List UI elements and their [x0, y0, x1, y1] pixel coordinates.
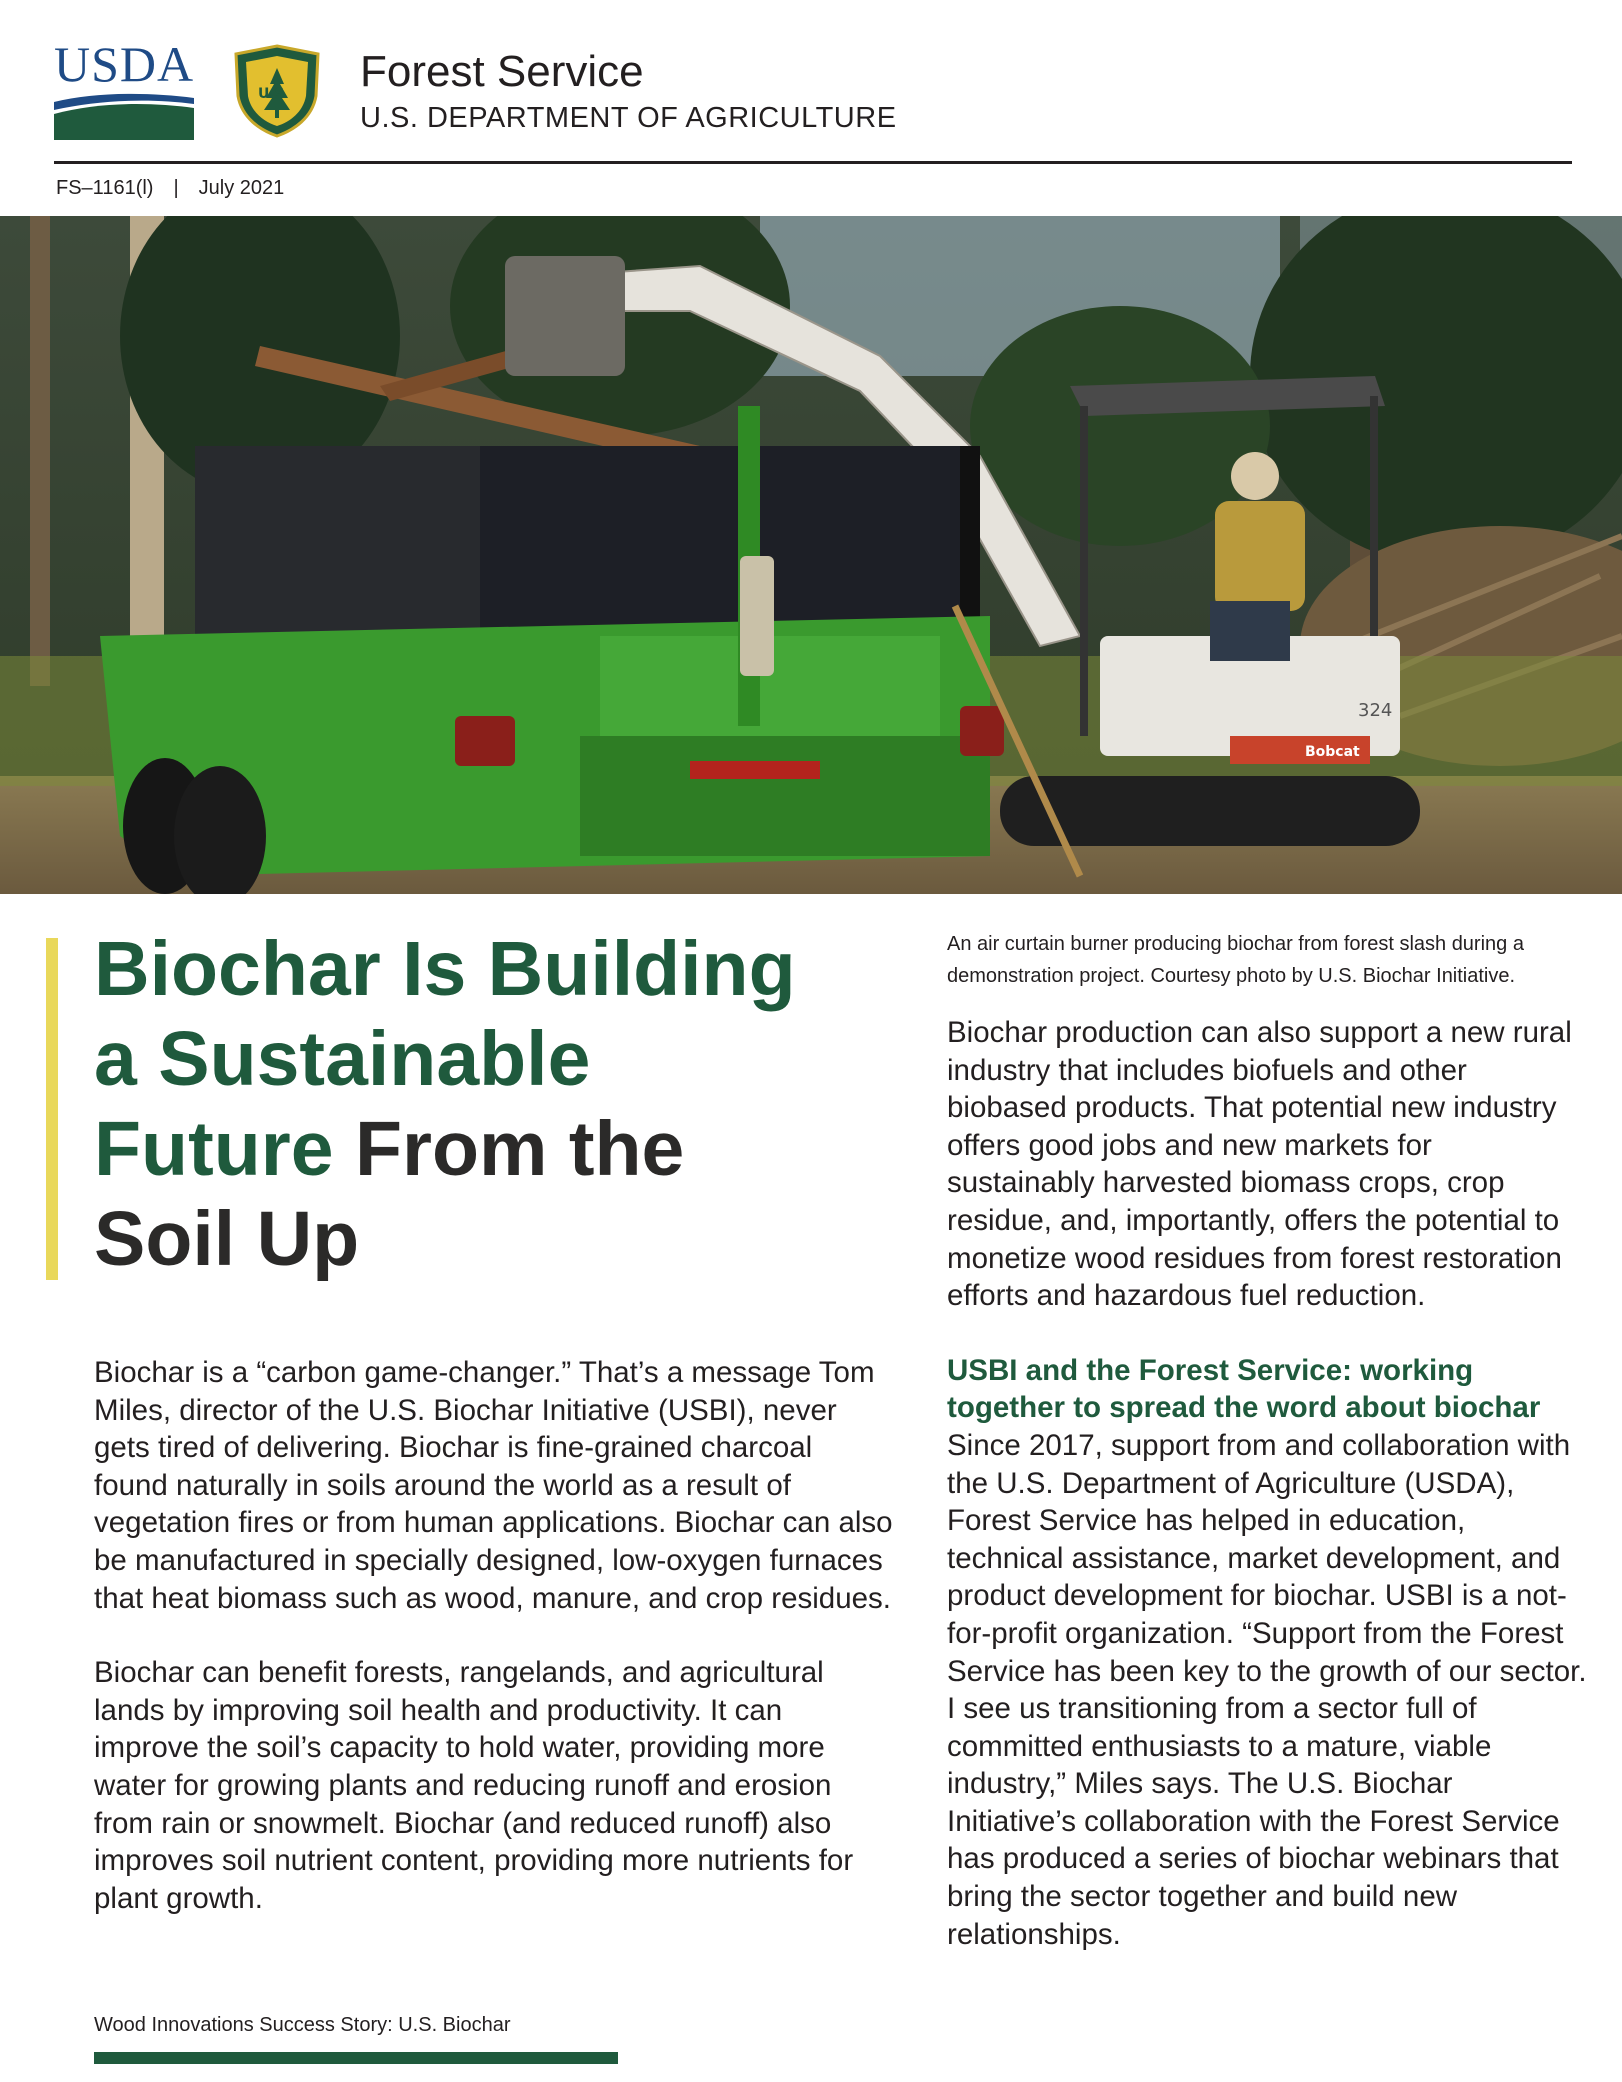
usda-logo-text: USDA [54, 36, 195, 92]
title-line-1: Biochar Is Building [94, 926, 796, 1012]
benefits-paragraph: Biochar can benefit forests, rangelands, and agricultural lands by improving soil health and productivity. It can improve the soil’s capacity to hold water, providing more water for growing plants and reducing runoff and erosion from rain or snowmelt. Biochar (and reduced runoff) also improves soil nutrient content, providing more nutrients for plant growth. [94, 1656, 854, 1915]
hero-photo [0, 216, 1622, 894]
left-column [94, 1354, 894, 1917]
collaboration-paragraph: Since 2017, support from and collaboration with the U.S. Department of Agriculture (USDA), Forest Service has helped in education, technical assistance, market development, and product development for biochar. USBI is a not-for-profit organization. “Support from the Forest Service has been key to the growth of our sector. I see us transitioning from a sector full of committed enthusiasts to a mature, viable industry,” Miles says. The U.S. Biochar Initiative’s collaboration with the Forest Service has produced a series of biochar webinars that bring the sector together and build new relationships. [947, 1428, 1587, 1951]
photo-caption: An air curtain burner producing biochar from forest slash during a demonstration project. Courtesy photo by U.S. Biochar Initiative. [947, 933, 1524, 987]
publication-number: FS–1161(l) [56, 177, 154, 199]
forest-service-shield-icon [232, 44, 322, 138]
publication-date: July 2021 [198, 177, 285, 199]
title-line-2: a Sustainable [94, 1016, 591, 1102]
article-title [94, 924, 854, 1284]
publication-info [56, 174, 284, 202]
section-subheading: USBI and the Forest Service: working together to spread the word about biochar [947, 1353, 1541, 1425]
machine-number: 324 [1358, 700, 1393, 721]
machine-brand: Bobcat [1305, 744, 1360, 760]
intro-paragraph: Biochar is a “carbon game-changer.” That’s a message Tom Miles, director of the U.S. Biochar Initiative (USBI), never gets tired of delivering. Biochar is fine-grained charcoal found naturally in soils around the world as a result of vegetation fires or from human applications. Biochar can also be manufactured in specially designed, low-oxygen furnaces that heat biomass such as wood, manure, and crop residues. [94, 1356, 893, 1615]
biochar-burner-photo [0, 216, 1622, 894]
title-line-4: Soil Up [94, 1196, 360, 1282]
separator: | [173, 177, 179, 199]
title-line-3-dark: From the [333, 1106, 685, 1192]
right-column [947, 928, 1587, 1953]
usda-logo [54, 38, 194, 140]
footer-accent-bar [94, 2052, 618, 2064]
agency-name: Forest Service [360, 47, 644, 96]
footer-series-title: Wood Innovations Success Story: U.S. Biochar [94, 2014, 511, 2036]
header-divider [54, 161, 1572, 164]
title-line-3-green: Future [94, 1106, 334, 1192]
shield-letters: U S [258, 86, 285, 102]
industry-paragraph: Biochar production can also support a new rural industry that includes biofuels and other biobased products. That potential new industry offers good jobs and new markets for sustainably harvested biomass crops, crop residue, and, importantly, offers the potential to monetize wood residues from forest restoration efforts and hazardous fuel reduction. [947, 1016, 1572, 1313]
usda-swoosh-graphic [54, 88, 194, 140]
department-name: U.S. DEPARTMENT OF AGRICULTURE [360, 102, 897, 134]
title-accent-bar [46, 938, 58, 1280]
